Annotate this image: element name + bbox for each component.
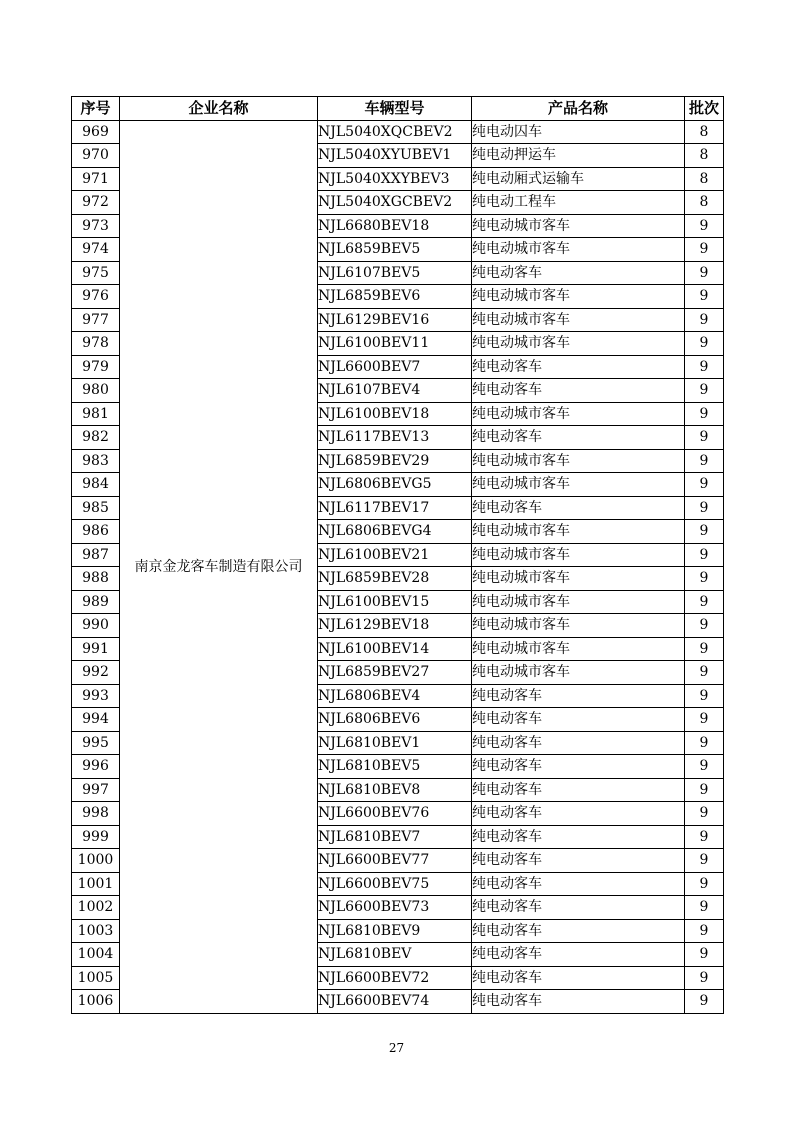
cell-seq: 972 bbox=[72, 191, 120, 215]
cell-seq: 993 bbox=[72, 684, 120, 708]
cell-seq: 1005 bbox=[72, 966, 120, 990]
cell-batch: 8 bbox=[685, 144, 724, 168]
cell-seq: 996 bbox=[72, 755, 120, 779]
cell-product: 纯电动客车 bbox=[472, 731, 685, 755]
cell-model: NJL5040XYUBEV1 bbox=[318, 144, 472, 168]
cell-model: NJL6129BEV18 bbox=[318, 614, 472, 638]
cell-product: 纯电动客车 bbox=[472, 778, 685, 802]
table-row bbox=[72, 120, 724, 144]
cell-product: 纯电动城市客车 bbox=[472, 543, 685, 567]
cell-product: 纯电动客车 bbox=[472, 426, 685, 450]
cell-model: NJL6810BEV5 bbox=[318, 755, 472, 779]
cell-model: NJL6806BEV4 bbox=[318, 684, 472, 708]
cell-seq: 999 bbox=[72, 825, 120, 849]
cell-model: NJL6600BEV72 bbox=[318, 966, 472, 990]
cell-model: NJL6117BEV17 bbox=[318, 496, 472, 520]
cell-model: NJL6806BEVG4 bbox=[318, 520, 472, 544]
cell-batch: 9 bbox=[685, 308, 724, 332]
cell-batch: 9 bbox=[685, 543, 724, 567]
cell-batch: 9 bbox=[685, 355, 724, 379]
table-body bbox=[72, 120, 724, 1013]
cell-product: 纯电动城市客车 bbox=[472, 308, 685, 332]
cell-model: NJL6129BEV16 bbox=[318, 308, 472, 332]
cell-batch: 9 bbox=[685, 872, 724, 896]
cell-batch: 9 bbox=[685, 449, 724, 473]
cell-model: NJL6600BEV74 bbox=[318, 990, 472, 1014]
cell-batch: 9 bbox=[685, 849, 724, 873]
cell-model: NJL6100BEV14 bbox=[318, 637, 472, 661]
cell-model: NJL6810BEV7 bbox=[318, 825, 472, 849]
cell-seq: 1001 bbox=[72, 872, 120, 896]
cell-seq: 991 bbox=[72, 637, 120, 661]
cell-seq: 979 bbox=[72, 355, 120, 379]
cell-seq: 981 bbox=[72, 402, 120, 426]
cell-batch: 9 bbox=[685, 402, 724, 426]
cell-batch: 8 bbox=[685, 120, 724, 144]
vehicle-table bbox=[71, 96, 724, 1014]
cell-seq: 978 bbox=[72, 332, 120, 356]
cell-batch: 9 bbox=[685, 426, 724, 450]
cell-product: 纯电动客车 bbox=[472, 708, 685, 732]
cell-model: NJL6810BEV bbox=[318, 943, 472, 967]
cell-batch: 9 bbox=[685, 285, 724, 309]
cell-product: 纯电动客车 bbox=[472, 872, 685, 896]
cell-batch: 9 bbox=[685, 990, 724, 1014]
cell-model: NJL6806BEVG5 bbox=[318, 473, 472, 497]
cell-product: 纯电动客车 bbox=[472, 966, 685, 990]
cell-product: 纯电动城市客车 bbox=[472, 637, 685, 661]
cell-product: 纯电动城市客车 bbox=[472, 567, 685, 591]
cell-seq: 982 bbox=[72, 426, 120, 450]
cell-model: NJL5040XQCBEV2 bbox=[318, 120, 472, 144]
cell-seq: 990 bbox=[72, 614, 120, 638]
cell-batch: 9 bbox=[685, 496, 724, 520]
cell-batch: 9 bbox=[685, 261, 724, 285]
cell-product: 纯电动客车 bbox=[472, 849, 685, 873]
cell-model: NJL6810BEV8 bbox=[318, 778, 472, 802]
cell-model: NJL6100BEV18 bbox=[318, 402, 472, 426]
cell-seq: 1000 bbox=[72, 849, 120, 873]
cell-batch: 9 bbox=[685, 567, 724, 591]
cell-seq: 973 bbox=[72, 214, 120, 238]
cell-batch: 9 bbox=[685, 238, 724, 262]
cell-model: NJL6859BEV28 bbox=[318, 567, 472, 591]
cell-product: 纯电动城市客车 bbox=[472, 332, 685, 356]
cell-seq: 976 bbox=[72, 285, 120, 309]
cell-model: NJL6859BEV29 bbox=[318, 449, 472, 473]
cell-product: 纯电动押运车 bbox=[472, 144, 685, 168]
cell-seq: 971 bbox=[72, 167, 120, 191]
header-model: 车辆型号 bbox=[318, 97, 472, 121]
cell-product: 纯电动工程车 bbox=[472, 191, 685, 215]
cell-seq: 985 bbox=[72, 496, 120, 520]
cell-product: 纯电动客车 bbox=[472, 990, 685, 1014]
cell-model: NJL6806BEV6 bbox=[318, 708, 472, 732]
cell-seq: 987 bbox=[72, 543, 120, 567]
cell-product: 纯电动客车 bbox=[472, 943, 685, 967]
cell-batch: 9 bbox=[685, 214, 724, 238]
cell-batch: 9 bbox=[685, 919, 724, 943]
cell-batch: 9 bbox=[685, 825, 724, 849]
cell-model: NJL5040XGCBEV2 bbox=[318, 191, 472, 215]
cell-model: NJL6600BEV7 bbox=[318, 355, 472, 379]
cell-model: NJL6859BEV6 bbox=[318, 285, 472, 309]
cell-product: 纯电动厢式运输车 bbox=[472, 167, 685, 191]
cell-product: 纯电动客车 bbox=[472, 379, 685, 403]
cell-model: NJL6107BEV4 bbox=[318, 379, 472, 403]
cell-seq: 997 bbox=[72, 778, 120, 802]
header-batch: 批次 bbox=[685, 97, 724, 121]
cell-batch: 9 bbox=[685, 590, 724, 614]
cell-model: NJL6600BEV77 bbox=[318, 849, 472, 873]
cell-batch: 9 bbox=[685, 379, 724, 403]
cell-model: NJL6117BEV13 bbox=[318, 426, 472, 450]
cell-product: 纯电动客车 bbox=[472, 496, 685, 520]
cell-product: 纯电动城市客车 bbox=[472, 520, 685, 544]
cell-seq: 984 bbox=[72, 473, 120, 497]
cell-product: 纯电动囚车 bbox=[472, 120, 685, 144]
header-company: 企业名称 bbox=[120, 97, 318, 121]
header-product: 产品名称 bbox=[472, 97, 685, 121]
cell-batch: 9 bbox=[685, 520, 724, 544]
cell-seq: 977 bbox=[72, 308, 120, 332]
cell-seq: 969 bbox=[72, 120, 120, 144]
cell-product: 纯电动客车 bbox=[472, 825, 685, 849]
cell-model: NJL6810BEV1 bbox=[318, 731, 472, 755]
cell-model: NJL6859BEV27 bbox=[318, 661, 472, 685]
cell-product: 纯电动客车 bbox=[472, 261, 685, 285]
cell-batch: 9 bbox=[685, 637, 724, 661]
cell-batch: 9 bbox=[685, 966, 724, 990]
cell-seq: 986 bbox=[72, 520, 120, 544]
cell-product: 纯电动客车 bbox=[472, 755, 685, 779]
cell-seq: 983 bbox=[72, 449, 120, 473]
cell-model: NJL6100BEV15 bbox=[318, 590, 472, 614]
cell-seq: 974 bbox=[72, 238, 120, 262]
cell-model: NJL6100BEV11 bbox=[318, 332, 472, 356]
cell-product: 纯电动城市客车 bbox=[472, 449, 685, 473]
cell-product: 纯电动城市客车 bbox=[472, 614, 685, 638]
cell-seq: 1006 bbox=[72, 990, 120, 1014]
cell-seq: 992 bbox=[72, 661, 120, 685]
cell-batch: 8 bbox=[685, 167, 724, 191]
cell-seq: 980 bbox=[72, 379, 120, 403]
cell-batch: 9 bbox=[685, 755, 724, 779]
cell-batch: 9 bbox=[685, 896, 724, 920]
cell-seq: 998 bbox=[72, 802, 120, 826]
cell-batch: 9 bbox=[685, 708, 724, 732]
cell-seq: 975 bbox=[72, 261, 120, 285]
cell-model: NJL6107BEV5 bbox=[318, 261, 472, 285]
header-seq: 序号 bbox=[72, 97, 120, 121]
cell-model: NJL6680BEV18 bbox=[318, 214, 472, 238]
cell-model: NJL6859BEV5 bbox=[318, 238, 472, 262]
cell-seq: 995 bbox=[72, 731, 120, 755]
cell-model: NJL6810BEV9 bbox=[318, 919, 472, 943]
page-number: 27 bbox=[388, 1041, 405, 1055]
cell-seq: 988 bbox=[72, 567, 120, 591]
cell-batch: 9 bbox=[685, 778, 724, 802]
cell-product: 纯电动客车 bbox=[472, 896, 685, 920]
cell-product: 纯电动客车 bbox=[472, 919, 685, 943]
cell-batch: 9 bbox=[685, 684, 724, 708]
cell-model: NJL6100BEV21 bbox=[318, 543, 472, 567]
cell-seq: 1004 bbox=[72, 943, 120, 967]
cell-seq: 970 bbox=[72, 144, 120, 168]
cell-batch: 9 bbox=[685, 661, 724, 685]
table-header-row bbox=[72, 97, 724, 121]
cell-product: 纯电动客车 bbox=[472, 802, 685, 826]
cell-product: 纯电动城市客车 bbox=[472, 238, 685, 262]
cell-product: 纯电动城市客车 bbox=[472, 473, 685, 497]
cell-product: 纯电动城市客车 bbox=[472, 402, 685, 426]
cell-batch: 9 bbox=[685, 614, 724, 638]
cell-product: 纯电动客车 bbox=[472, 684, 685, 708]
cell-company: 南京金龙客车制造有限公司 bbox=[120, 120, 318, 1013]
cell-batch: 9 bbox=[685, 731, 724, 755]
cell-seq: 989 bbox=[72, 590, 120, 614]
cell-batch: 9 bbox=[685, 802, 724, 826]
cell-model: NJL6600BEV73 bbox=[318, 896, 472, 920]
cell-product: 纯电动城市客车 bbox=[472, 214, 685, 238]
cell-model: NJL6600BEV76 bbox=[318, 802, 472, 826]
cell-batch: 9 bbox=[685, 332, 724, 356]
cell-seq: 1002 bbox=[72, 896, 120, 920]
cell-model: NJL6600BEV75 bbox=[318, 872, 472, 896]
cell-batch: 8 bbox=[685, 191, 724, 215]
cell-product: 纯电动城市客车 bbox=[472, 590, 685, 614]
cell-product: 纯电动城市客车 bbox=[472, 661, 685, 685]
cell-seq: 1003 bbox=[72, 919, 120, 943]
cell-batch: 9 bbox=[685, 473, 724, 497]
cell-model: NJL5040XXYBEV3 bbox=[318, 167, 472, 191]
cell-product: 纯电动客车 bbox=[472, 355, 685, 379]
cell-product: 纯电动城市客车 bbox=[472, 285, 685, 309]
cell-batch: 9 bbox=[685, 943, 724, 967]
cell-seq: 994 bbox=[72, 708, 120, 732]
